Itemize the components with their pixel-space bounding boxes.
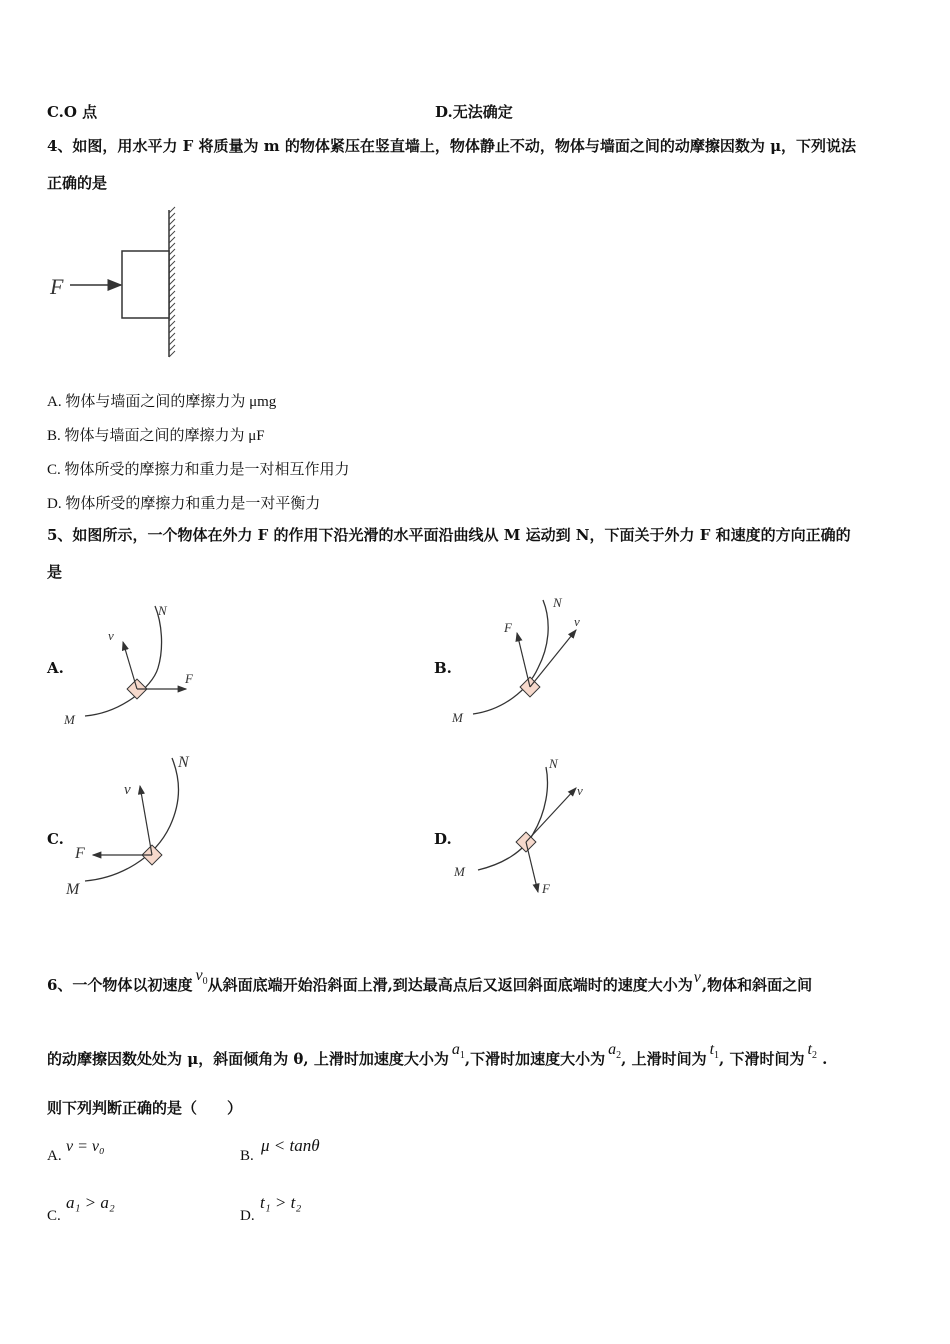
q5-stem-line1: 5、如图所示，一个物体在外力 F 的作用下沿光滑的水平面沿曲线从 M 运动到 N，下面关于外力 F 和速度的方向正确的 [47, 526, 851, 544]
velocity-label: v [124, 782, 131, 798]
q6-option-c-expr: a₁ > a₂ [66, 1193, 115, 1212]
velocity-arrow [526, 788, 576, 842]
point-m-label: M [64, 712, 75, 727]
q5-stem-line2: 是 [47, 563, 63, 581]
force-label: F [75, 845, 85, 862]
q6-text-2b: ,下滑时加速度大小为 [464, 1050, 606, 1068]
q6-option-a-letter: A. [47, 1148, 62, 1164]
q5-figure-b [448, 590, 598, 730]
velocity-label: v [574, 614, 580, 629]
wall-hatching [169, 207, 175, 357]
q5-figure-a [60, 598, 210, 733]
q6-option-b-letter: B. [240, 1148, 254, 1164]
q5-figure-d [448, 752, 598, 902]
q4-option-c: C. 物体所受的摩擦力和重力是一对相互作用力 [47, 462, 350, 478]
q5-option-a-letter: A. [47, 659, 64, 677]
trajectory-curve [85, 606, 162, 716]
point-m-label: M [452, 710, 463, 725]
q6-text-1a: 6、一个物体以初速度 [47, 976, 193, 994]
velocity-arrow [530, 630, 576, 687]
q6-stem-line2 [47, 1041, 828, 1072]
q6-option-d-letter: D. [240, 1208, 255, 1224]
point-n-label: N [178, 754, 189, 771]
force-arrow [526, 842, 538, 892]
force-label: F [504, 620, 512, 635]
q5-figure-c [60, 748, 210, 898]
q6-text-1b: 从斜面底端开始沿斜面上滑,到达最高点后又返回斜面底端时的速度大小为 [207, 976, 693, 994]
symbol-t2: t [807, 1041, 812, 1058]
symbol-t1: t [709, 1041, 715, 1058]
symbol-a2-subscript: 2 [616, 1050, 622, 1061]
symbol-a2: a [608, 1041, 617, 1058]
symbol-v0: v [195, 967, 203, 984]
trajectory-curve [478, 767, 547, 870]
q6-stem-line1 [47, 967, 813, 998]
trajectory-curve [85, 758, 179, 881]
q4-option-a: A. 物体与墙面之间的摩擦力为 μmg [47, 394, 277, 410]
q5-option-c-letter: C. [47, 830, 64, 848]
q5-option-b-letter: B. [434, 659, 452, 677]
point-m-label: M [66, 881, 80, 898]
q6-text-2e: . [816, 1050, 828, 1068]
symbol-v0-subscript: 0 [202, 976, 208, 987]
q6-text-2a: 的动摩擦因数处处为 μ，斜面倾角为 θ, 上滑时加速度大小为 [47, 1050, 449, 1068]
q5-option-d-letter: D. [434, 830, 452, 848]
point-n-label: N [549, 756, 558, 771]
symbol-t2-subscript: 2 [811, 1050, 817, 1061]
point-n-label: N [158, 603, 167, 618]
symbol-a1-subscript: 1 [459, 1050, 465, 1061]
q4-stem-line1: 4、如图，用水平力 F 将质量为 m 的物体紧压在竖直墙上，物体静止不动，物体与墙面之间的动摩擦因数为 μ，下列说法 [47, 137, 857, 155]
trajectory-curve [473, 600, 548, 714]
force-label: F [185, 671, 193, 686]
q6-text-2c: , 上滑时间为 [621, 1050, 707, 1068]
q6-option-b-expr: μ < tanθ [261, 1136, 320, 1155]
velocity-label: v [577, 783, 583, 798]
q6-stem-line3: 则下列判断正确的是（ ） [47, 1099, 243, 1117]
q6-option-a-expr: v = v₀ [66, 1138, 105, 1155]
block [122, 251, 169, 318]
q6-text-1c: ,物体和斜面之间 [701, 976, 813, 994]
q6-option-d-expr: t₁ > t₂ [260, 1193, 302, 1212]
velocity-label: v [108, 628, 114, 643]
symbol-a1: a [451, 1041, 460, 1058]
q4-option-b: B. 物体与墙面之间的摩擦力为 μF [47, 428, 265, 444]
symbol-t1-subscript: 1 [714, 1050, 720, 1061]
point-m-label: M [454, 864, 465, 879]
q3-option-d: D.无法确定 [435, 103, 513, 121]
force-label: F [542, 881, 550, 896]
q6-option-c-letter: C. [47, 1208, 61, 1224]
q4-option-d: D. 物体所受的摩擦力和重力是一对平衡力 [47, 496, 321, 512]
q4-figure-block-on-wall [40, 205, 190, 365]
force-label: F [50, 274, 64, 299]
point-n-label: N [553, 595, 562, 610]
q4-stem-line2: 正确的是 [47, 174, 108, 192]
force-arrow [517, 633, 530, 687]
velocity-arrow [123, 642, 137, 689]
velocity-arrow [140, 786, 152, 855]
q3-option-c: C.O 点 [47, 103, 98, 121]
symbol-v: v [693, 969, 701, 986]
q6-text-2d: , 下滑时间为 [719, 1050, 805, 1068]
